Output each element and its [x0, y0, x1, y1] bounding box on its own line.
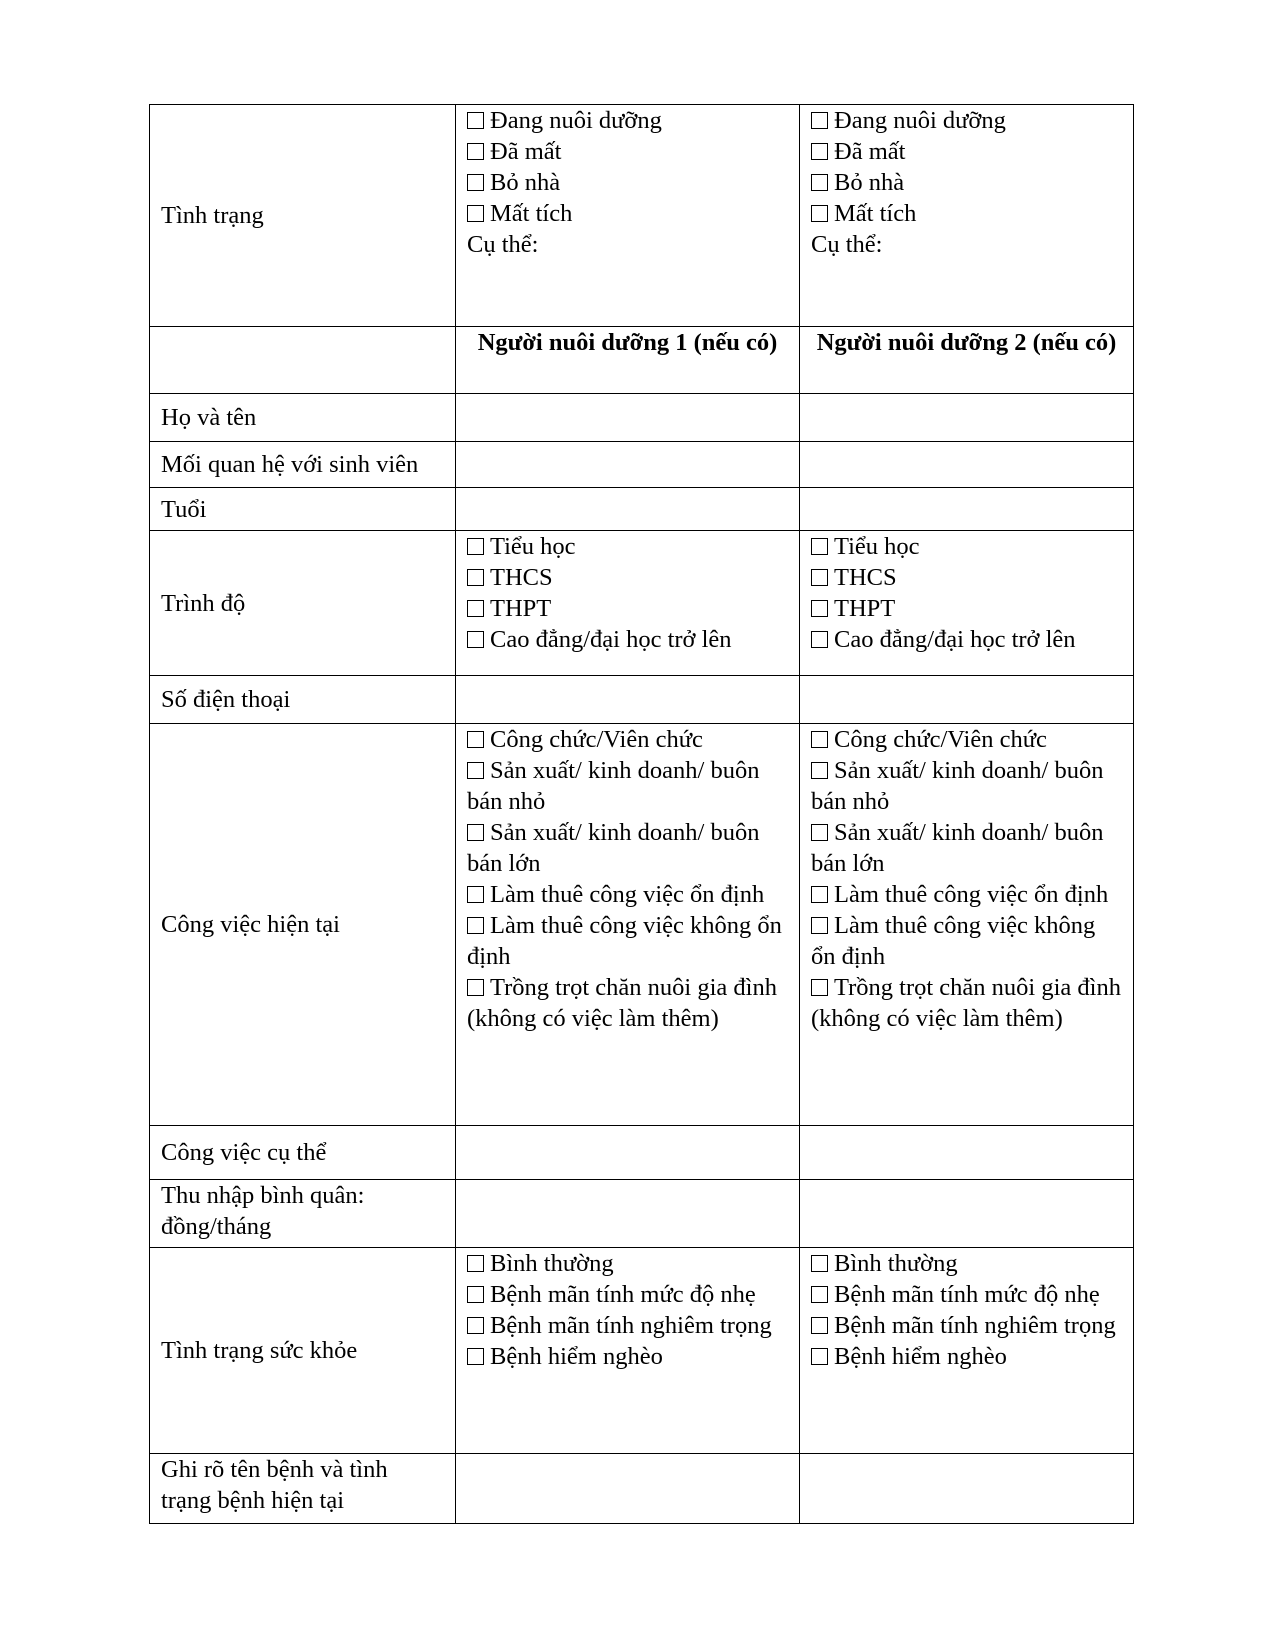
- education-option[interactable]: Tiểu học: [467, 531, 788, 562]
- checkbox-icon[interactable]: [467, 886, 484, 903]
- income-input-2[interactable]: [800, 1180, 1134, 1248]
- checkbox-icon[interactable]: [811, 538, 828, 555]
- status-row: [150, 105, 1134, 327]
- job-detail-row: [150, 1126, 1134, 1180]
- name-label: Họ và tên: [150, 394, 456, 442]
- checkbox-icon[interactable]: [467, 1317, 484, 1334]
- checkbox-icon[interactable]: [811, 1286, 828, 1303]
- health-option[interactable]: Bệnh mãn tính nghiêm trọng: [811, 1310, 1122, 1341]
- status-option[interactable]: Đang nuôi dưỡng: [811, 105, 1122, 136]
- checkbox-icon[interactable]: [811, 1348, 828, 1365]
- checkbox-icon[interactable]: [811, 979, 828, 996]
- checkbox-icon[interactable]: [467, 205, 484, 222]
- education-row: [150, 531, 1134, 676]
- relation-input-1[interactable]: [456, 442, 800, 488]
- checkbox-icon[interactable]: [811, 917, 828, 934]
- health-row: [150, 1248, 1134, 1454]
- checkbox-icon[interactable]: [811, 600, 828, 617]
- checkbox-icon[interactable]: [467, 762, 484, 779]
- education-option[interactable]: THCS: [811, 562, 1122, 593]
- job-option[interactable]: Sản xuất/ kinh doanh/ buôn bán nhỏ: [811, 757, 1104, 815]
- job-detail-input-1[interactable]: [456, 1126, 800, 1180]
- name-input-1[interactable]: [456, 394, 800, 442]
- checkbox-icon[interactable]: [467, 917, 484, 934]
- job-option[interactable]: Sản xuất/ kinh doanh/ buôn bán lớn: [811, 819, 1104, 877]
- job-options-2: [800, 724, 1134, 1126]
- phone-input-1[interactable]: [456, 676, 800, 724]
- education-options-2: [800, 531, 1134, 676]
- checkbox-icon[interactable]: [811, 174, 828, 191]
- job-detail-input-2[interactable]: [800, 1126, 1134, 1180]
- age-input-2[interactable]: [800, 488, 1134, 531]
- guardian-header-row: [150, 327, 1134, 394]
- education-option[interactable]: THCS: [467, 562, 788, 593]
- health-option[interactable]: Bình thường: [811, 1248, 1122, 1279]
- checkbox-icon[interactable]: [811, 631, 828, 648]
- income-input-1[interactable]: [456, 1180, 800, 1248]
- job-option[interactable]: Làm thuê công việc không ổn định: [467, 912, 782, 970]
- status-option[interactable]: Đang nuôi dưỡng: [467, 105, 788, 136]
- job-option[interactable]: Sản xuất/ kinh doanh/ buôn bán lớn: [467, 819, 760, 877]
- education-option[interactable]: THPT: [811, 593, 1122, 624]
- checkbox-icon[interactable]: [467, 538, 484, 555]
- health-option[interactable]: Bệnh mãn tính mức độ nhẹ: [467, 1279, 788, 1310]
- status-option[interactable]: Bỏ nhà: [467, 167, 788, 198]
- health-option[interactable]: Bệnh hiểm nghèo: [811, 1341, 1122, 1372]
- job-option[interactable]: Sản xuất/ kinh doanh/ buôn bán nhỏ: [467, 757, 760, 815]
- income-label: Thu nhập bình quân: đồng/tháng: [150, 1180, 456, 1248]
- checkbox-icon[interactable]: [467, 1286, 484, 1303]
- income-row: [150, 1180, 1134, 1248]
- health-options-1: [456, 1248, 800, 1454]
- checkbox-icon[interactable]: [467, 143, 484, 160]
- education-label: Trình độ: [150, 531, 456, 676]
- education-option[interactable]: Tiểu học: [811, 531, 1122, 562]
- checkbox-icon[interactable]: [467, 979, 484, 996]
- education-options-1: [456, 531, 800, 676]
- job-option[interactable]: Làm thuê công việc ổn định: [811, 879, 1122, 910]
- job-label: Công việc hiện tại: [150, 724, 456, 1126]
- health-option[interactable]: Bệnh mãn tính nghiêm trọng: [467, 1310, 788, 1341]
- status-option[interactable]: Bỏ nhà: [811, 167, 1122, 198]
- age-row: [150, 488, 1134, 531]
- empty-header-cell: [150, 327, 456, 394]
- status-option[interactable]: Mất tích: [467, 198, 788, 229]
- checkbox-icon[interactable]: [811, 1317, 828, 1334]
- checkbox-icon[interactable]: [811, 1255, 828, 1272]
- guardian1-header: Người nuôi dưỡng 1 (nếu có): [456, 327, 800, 394]
- job-options-1: [456, 724, 800, 1126]
- age-input-1[interactable]: [456, 488, 800, 531]
- age-label: Tuổi: [150, 488, 456, 531]
- disease-input-2[interactable]: [800, 1454, 1134, 1524]
- checkbox-icon[interactable]: [467, 569, 484, 586]
- job-option[interactable]: Trồng trọt chăn nuôi gia đình (không có việc làm thêm): [811, 974, 1121, 1032]
- checkbox-icon[interactable]: [467, 600, 484, 617]
- status-label: Tình trạng: [150, 105, 456, 327]
- checkbox-icon[interactable]: [811, 886, 828, 903]
- phone-input-2[interactable]: [800, 676, 1134, 724]
- job-option[interactable]: Trồng trọt chăn nuôi gia đình (không có việc làm thêm): [467, 974, 777, 1032]
- status-options-2: [800, 105, 1134, 327]
- name-input-2[interactable]: [800, 394, 1134, 442]
- checkbox-icon[interactable]: [467, 824, 484, 841]
- health-option[interactable]: Bệnh hiểm nghèo: [467, 1341, 788, 1372]
- status-option[interactable]: Đã mất: [467, 136, 788, 167]
- name-row: [150, 394, 1134, 442]
- checkbox-icon[interactable]: [811, 112, 828, 129]
- job-option[interactable]: Công chức/Viên chức: [811, 724, 1122, 755]
- status-specific-label: Cụ thể:: [467, 231, 539, 258]
- education-option[interactable]: Cao đẳng/đại học trở lên: [467, 624, 788, 655]
- checkbox-icon[interactable]: [811, 143, 828, 160]
- checkbox-icon[interactable]: [467, 174, 484, 191]
- relation-label: Mối quan hệ với sinh viên: [150, 442, 456, 488]
- disease-row: [150, 1454, 1134, 1524]
- checkbox-icon[interactable]: [467, 1348, 484, 1365]
- status-option[interactable]: Mất tích: [811, 198, 1122, 229]
- job-option[interactable]: Công chức/Viên chức: [467, 724, 788, 755]
- status-options-1: [456, 105, 800, 327]
- relation-row: [150, 442, 1134, 488]
- job-row: [150, 724, 1134, 1126]
- job-option[interactable]: Làm thuê công việc không ổn định: [811, 912, 1096, 970]
- guardian2-header: Người nuôi dưỡng 2 (nếu có): [800, 327, 1134, 394]
- health-option[interactable]: Bình thường: [467, 1248, 788, 1279]
- health-option[interactable]: Bệnh mãn tính mức độ nhẹ: [811, 1279, 1122, 1310]
- checkbox-icon[interactable]: [811, 824, 828, 841]
- phone-label: Số điện thoại: [150, 676, 456, 724]
- health-options-2: [800, 1248, 1134, 1454]
- job-option[interactable]: Làm thuê công việc ổn định: [467, 879, 788, 910]
- phone-row: [150, 676, 1134, 724]
- status-option[interactable]: Đã mất: [811, 136, 1122, 167]
- education-option[interactable]: Cao đẳng/đại học trở lên: [811, 624, 1122, 655]
- health-label: Tình trạng sức khỏe: [150, 1248, 456, 1454]
- checkbox-icon[interactable]: [467, 112, 484, 129]
- disease-label: Ghi rõ tên bệnh và tình trạng bệnh hiện tại: [150, 1454, 456, 1524]
- checkbox-icon[interactable]: [467, 731, 484, 748]
- job-detail-label: Công việc cụ thể: [150, 1126, 456, 1180]
- guardian-info-table: [149, 104, 1134, 1524]
- checkbox-icon[interactable]: [467, 631, 484, 648]
- disease-input-1[interactable]: [456, 1454, 800, 1524]
- status-specific-label: Cụ thể:: [811, 231, 883, 258]
- relation-input-2[interactable]: [800, 442, 1134, 488]
- checkbox-icon[interactable]: [811, 731, 828, 748]
- education-option[interactable]: THPT: [467, 593, 788, 624]
- checkbox-icon[interactable]: [811, 569, 828, 586]
- checkbox-icon[interactable]: [467, 1255, 484, 1272]
- checkbox-icon[interactable]: [811, 205, 828, 222]
- checkbox-icon[interactable]: [811, 762, 828, 779]
